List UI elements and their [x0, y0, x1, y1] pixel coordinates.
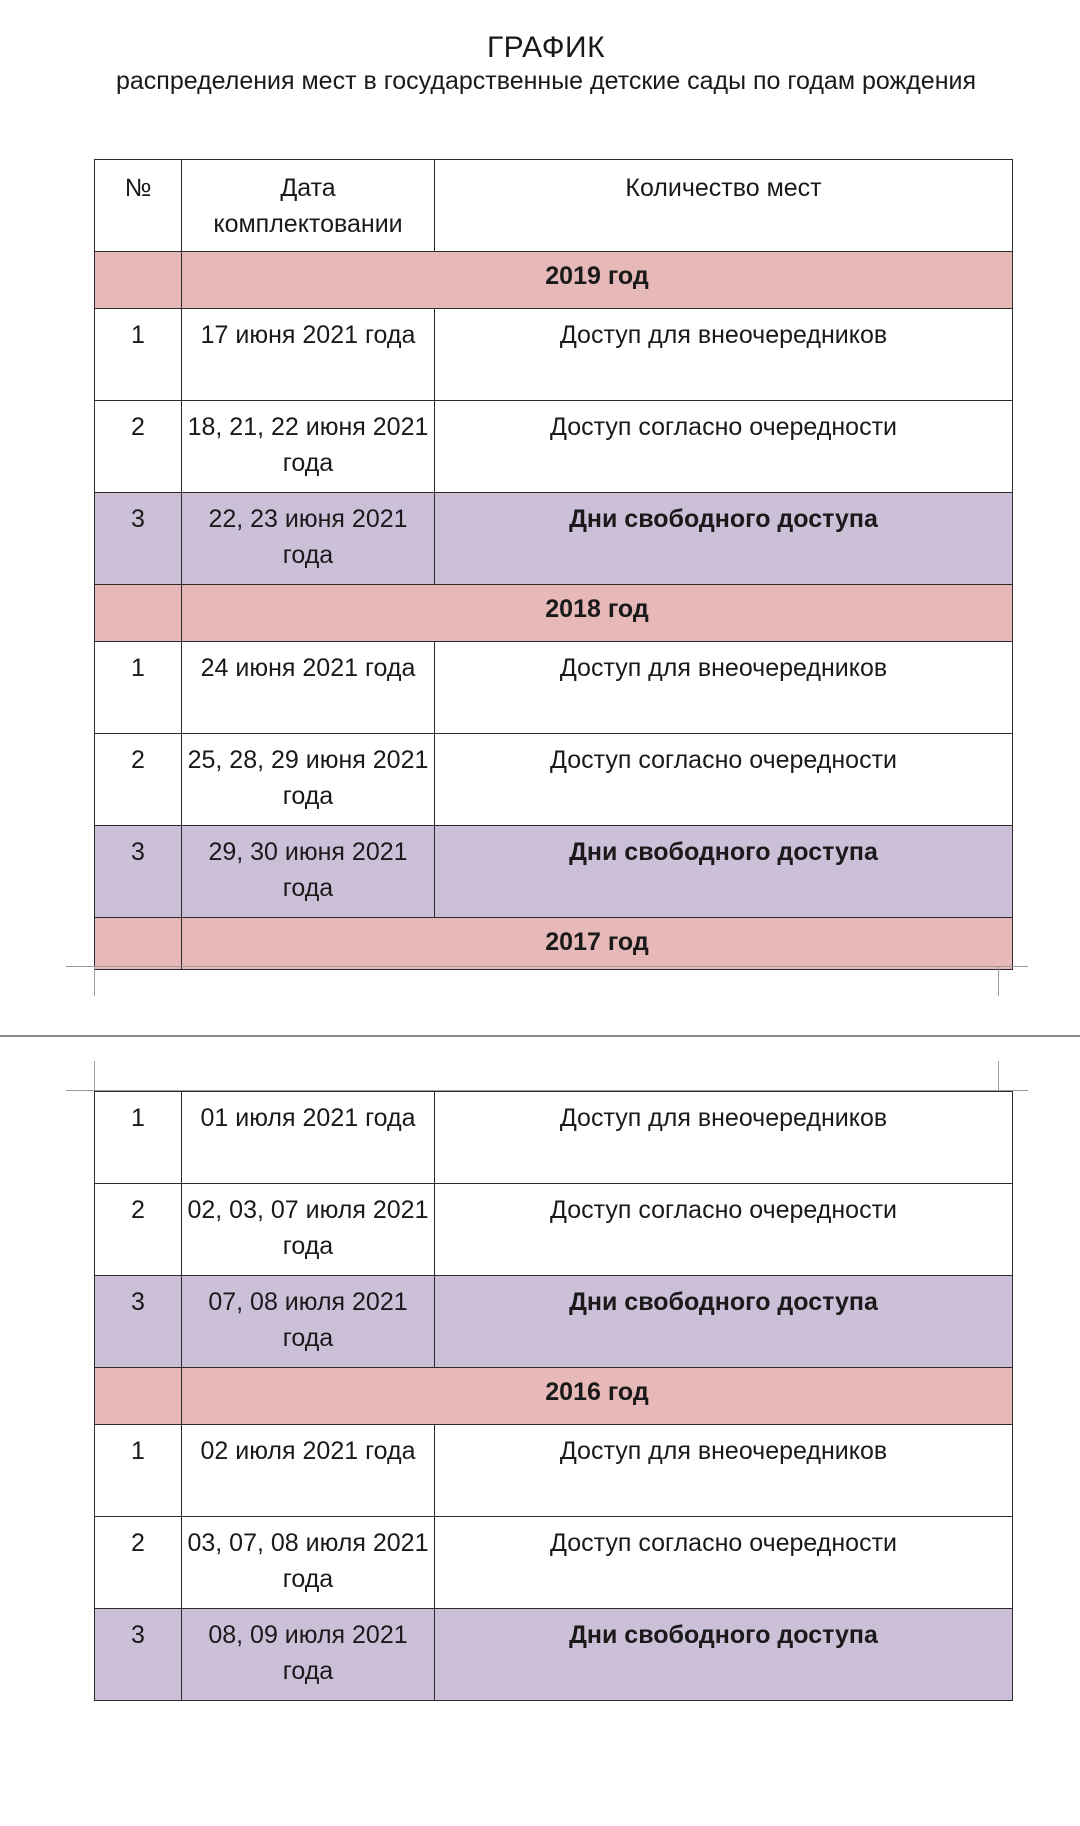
- row-access: Доступ согласно очередности: [435, 734, 1013, 826]
- header-date: Дата комплектовании: [182, 160, 435, 252]
- table-row: [95, 401, 1013, 493]
- row-access: Дни свободного доступа: [435, 493, 1013, 585]
- table-row-free-access: [95, 1276, 1013, 1368]
- row-number: 1: [95, 1425, 182, 1517]
- table-header-row: [95, 160, 1013, 252]
- page-margin-mark: [998, 966, 999, 996]
- row-access: Доступ для внеочередников: [435, 309, 1013, 401]
- year-row-2018: [95, 585, 1013, 642]
- page-margin-mark: [998, 1061, 999, 1091]
- page-margin-mark: [94, 966, 95, 996]
- row-date: 22, 23 июня 2021 года: [182, 493, 435, 585]
- document-title: ГРАФИК: [486, 31, 606, 64]
- row-access: Доступ для внеочередников: [435, 1092, 1013, 1184]
- row-date: 17 июня 2021 года: [182, 309, 435, 401]
- table-row: [95, 1184, 1013, 1276]
- row-access: Дни свободного доступа: [435, 1609, 1013, 1701]
- row-number: 1: [95, 642, 182, 734]
- year-row-2016: [95, 1368, 1013, 1425]
- row-date: 01 июля 2021 года: [182, 1092, 435, 1184]
- table-row: [95, 734, 1013, 826]
- document-subtitle: распределения мест в государственные детские сады по годам рождения: [115, 67, 977, 95]
- row-date: 07, 08 июля 2021 года: [182, 1276, 435, 1368]
- row-number: 3: [95, 1609, 182, 1701]
- table-row-free-access: [95, 1609, 1013, 1701]
- row-date: 02, 03, 07 июля 2021 года: [182, 1184, 435, 1276]
- row-number: 3: [95, 826, 182, 918]
- row-date: 03, 07, 08 июля 2021 года: [182, 1517, 435, 1609]
- row-date: 29, 30 июня 2021 года: [182, 826, 435, 918]
- year-row-2019: [95, 252, 1013, 309]
- page-break-divider: [0, 1035, 1080, 1037]
- year-label: 2019 год: [182, 252, 1013, 309]
- year-label: 2016 год: [182, 1368, 1013, 1425]
- header-number: №: [95, 160, 182, 252]
- year-label: 2017 год: [182, 918, 1013, 970]
- row-number: 2: [95, 734, 182, 826]
- table-row-free-access: [95, 493, 1013, 585]
- row-date: 24 июня 2021 года: [182, 642, 435, 734]
- row-number: 1: [95, 1092, 182, 1184]
- year-label: 2018 год: [182, 585, 1013, 642]
- table-row: [95, 1425, 1013, 1517]
- page-margin-mark: [94, 1061, 95, 1091]
- table-row: [95, 1517, 1013, 1609]
- row-number: 3: [95, 493, 182, 585]
- row-access: Доступ согласно очередности: [435, 1184, 1013, 1276]
- header-places: Количество мест: [435, 160, 1013, 252]
- row-access: Доступ согласно очередности: [435, 401, 1013, 493]
- year-row-2017: [95, 918, 1013, 970]
- row-access: Доступ для внеочередников: [435, 1425, 1013, 1517]
- row-date: 08, 09 июля 2021 года: [182, 1609, 435, 1701]
- row-access: Дни свободного доступа: [435, 826, 1013, 918]
- row-date: 02 июля 2021 года: [182, 1425, 435, 1517]
- row-access: Дни свободного доступа: [435, 1276, 1013, 1368]
- row-date: 25, 28, 29 июня 2021 года: [182, 734, 435, 826]
- row-number: 2: [95, 1517, 182, 1609]
- table-row-free-access: [95, 826, 1013, 918]
- row-number: 1: [95, 309, 182, 401]
- row-access: Доступ согласно очередности: [435, 1517, 1013, 1609]
- table-row: [95, 642, 1013, 734]
- document-header: [0, 30, 1080, 97]
- row-number: 2: [95, 1184, 182, 1276]
- row-access: Доступ для внеочередников: [435, 642, 1013, 734]
- schedule-table-page-2: [94, 1091, 1013, 1701]
- row-number: 3: [95, 1276, 182, 1368]
- schedule-table-page-1: [94, 159, 1013, 970]
- table-row: [95, 309, 1013, 401]
- row-date: 18, 21, 22 июня 2021 года: [182, 401, 435, 493]
- table-row: [95, 1092, 1013, 1184]
- page-margin-mark: [66, 966, 1028, 967]
- row-number: 2: [95, 401, 182, 493]
